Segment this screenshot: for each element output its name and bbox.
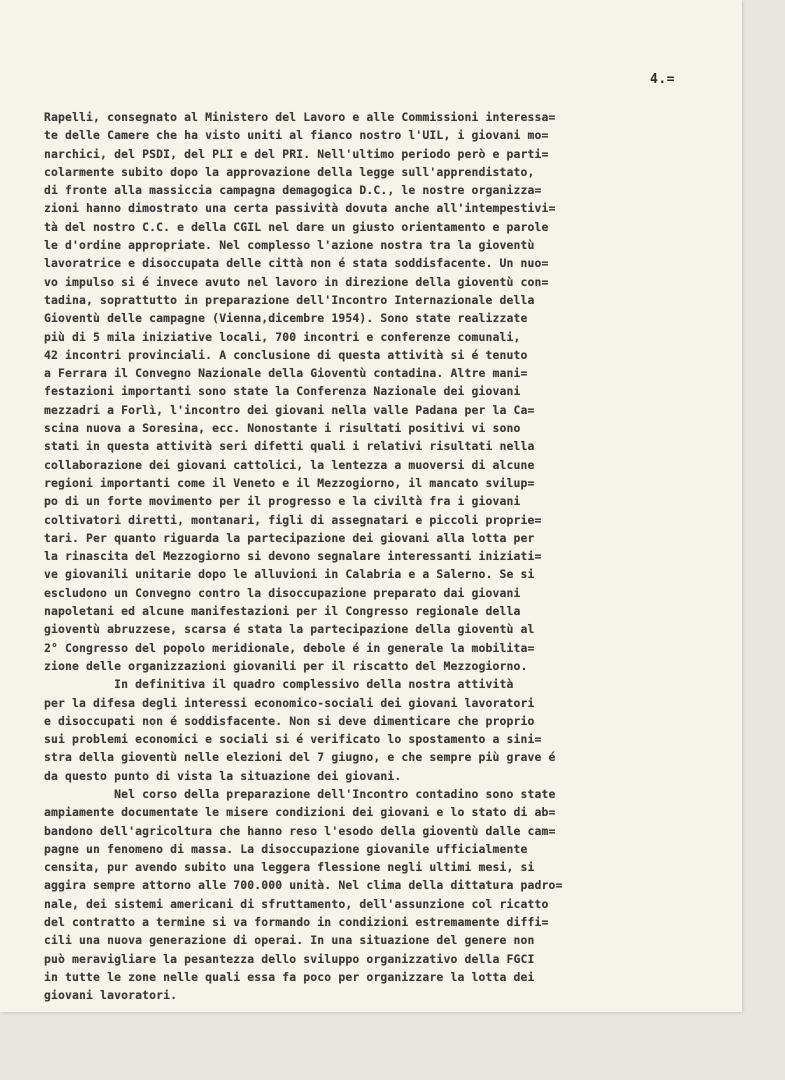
- text-line: di fronte alla massiccia campagna demagogica D.C., le nostre organizza=: [44, 183, 542, 198]
- text-line: mezzadri a Forlì, l'incontro dei giovani nella valle Padana per la Ca=: [44, 402, 535, 417]
- text-line: vo impulso si é invece avuto nel lavoro in direzione della gioventù con=: [44, 274, 549, 289]
- text-line: po di un forte movimento per il progresso e la civiltà fra i giovani: [44, 494, 521, 509]
- text-line: censita, pur avendo subito una leggera flessione negli ultimi mesi, si: [44, 860, 535, 875]
- text-line: ampiamente documentate le misere condizioni dei giovani e lo stato di ab=: [44, 805, 556, 820]
- text-line: tadina, soprattutto in preparazione dell'Incontro Internazionale della: [44, 292, 535, 307]
- text-line: aggira sempre attorno alle 700.000 unità. Nel clima della dittatura padro=: [44, 878, 563, 893]
- text-line: In definitiva il quadro complessivo della nostra attività: [44, 677, 514, 692]
- text-line: scina nuova a Soresina, ecc. Nonostante i risultati positivi vi sono: [44, 421, 521, 436]
- text-line: e disoccupati non é soddisfacente. Non si deve dimenticare che proprio: [44, 713, 535, 728]
- text-line: Gioventù delle campagne (Vienna,dicembre 1954). Sono state realizzate: [44, 311, 528, 326]
- text-line: collaborazione dei giovani cattolici, la lentezza a muoversi di alcune: [44, 457, 535, 472]
- text-line: Rapelli, consegnato al Ministero del Lavoro e alle Commissioni interessa=: [44, 110, 556, 124]
- text-line: 42 incontri provinciali. A conclusione di questa attività si é tenuto: [44, 347, 528, 362]
- text-line: a Ferrara il Convegno Nazionale della Gioventù contadina. Altre mani=: [44, 366, 528, 381]
- text-line: da questo punto di vista la situazione dei giovani.: [44, 768, 402, 783]
- text-line: 2° Congresso del popolo meridionale, debole é in generale la mobilita=: [44, 640, 535, 655]
- text-line: la rinascita del Mezzogiorno si devono segnalare interessanti iniziati=: [44, 549, 542, 564]
- text-line: ve giovanili unitarie dopo le alluvioni in Calabria e a Salerno. Se si: [44, 567, 535, 582]
- text-line: regioni importanti come il Veneto e il Mezzogiorno, il mancato svilup=: [44, 475, 535, 490]
- text-line: festazioni importanti sono state la Conferenza Nazionale dei giovani: [44, 384, 521, 399]
- text-line: più di 5 mila iniziative locali, 700 incontri e conferenze comunali,: [44, 329, 521, 344]
- text-line: coltivatori diretti, montanari, figli di assegnatari e piccoli proprie=: [44, 512, 542, 527]
- text-line: del contratto a termine si va formando in condizioni estremamente diffi=: [44, 915, 549, 930]
- text-line: zioni hanno dimostrato una certa passività dovuta anche all'intempestivi=: [44, 201, 556, 216]
- text-line: nale, dei sistemi americani di sfruttamento, dell'assunzione col ricatto: [44, 896, 549, 911]
- text-line: in tutte le zone nelle quali essa fa poco per organizzare la lotta dei: [44, 969, 535, 984]
- text-line: narchici, del PSDI, del PLI e del PRI. Nell'ultimo periodo però e parti=: [44, 146, 549, 161]
- text-line: napoletani ed alcune manifestazioni per il Congresso regionale della: [44, 604, 521, 619]
- text-line: le d'ordine appropriate. Nel complesso l'azione nostra tra la gioventù: [44, 238, 535, 253]
- text-line: cili una nuova generazione di operai. In una situazione del genere non: [44, 933, 535, 948]
- text-line: stra della gioventù nelle elezioni del 7 giugno, e che sempre più grave é: [44, 750, 556, 765]
- text-line: per la difesa degli interessi economico-sociali dei giovani lavoratori: [44, 695, 535, 710]
- text-line: giovani lavoratori.: [44, 988, 178, 1003]
- text-line: può meravigliare la pesantezza dello sviluppo organizzativo della FGCI: [44, 951, 535, 966]
- text-line: pagne un fenomeno di massa. La disoccupazione giovanile ufficialmente: [44, 841, 528, 856]
- page-number: 4.=: [650, 72, 675, 87]
- text-line: sui problemi economici e sociali si é verificato lo spostamento a sini=: [44, 732, 542, 747]
- body-text: [44, 108, 734, 1005]
- text-line: zione delle organizzazioni giovanili per il riscatto del Mezzogiorno.: [44, 658, 528, 673]
- text-line: tà del nostro C.C. e della CGIL nel dare un giusto orientamento e parole: [44, 219, 549, 234]
- text-line: escludono un Convegno contro la disoccupazione preparato dai giovani: [44, 585, 521, 600]
- text-line: gioventù abruzzese, scarsa é stata la partecipazione della gioventù al: [44, 622, 535, 637]
- text-line: tari. Per quanto riguarda la partecipazione dei giovani alla lotta per: [44, 530, 535, 545]
- text-line: colarmente subito dopo la approvazione della legge sull'apprendistato,: [44, 164, 535, 179]
- text-line: bandono dell'agricoltura che hanno reso l'esodo della gioventù dalle cam=: [44, 823, 556, 838]
- text-line: lavoratrice e disoccupata delle città non é stata soddisfacente. Un nuo=: [44, 256, 549, 271]
- text-line: te delle Camere che ha visto uniti al fianco nostro l'UIL, i giovani mo=: [44, 128, 549, 143]
- text-line: Nel corso della preparazione dell'Incontro contadino sono state: [44, 786, 556, 801]
- text-line: stati in questa attività seri difetti quali i relativi risultati nella: [44, 439, 535, 454]
